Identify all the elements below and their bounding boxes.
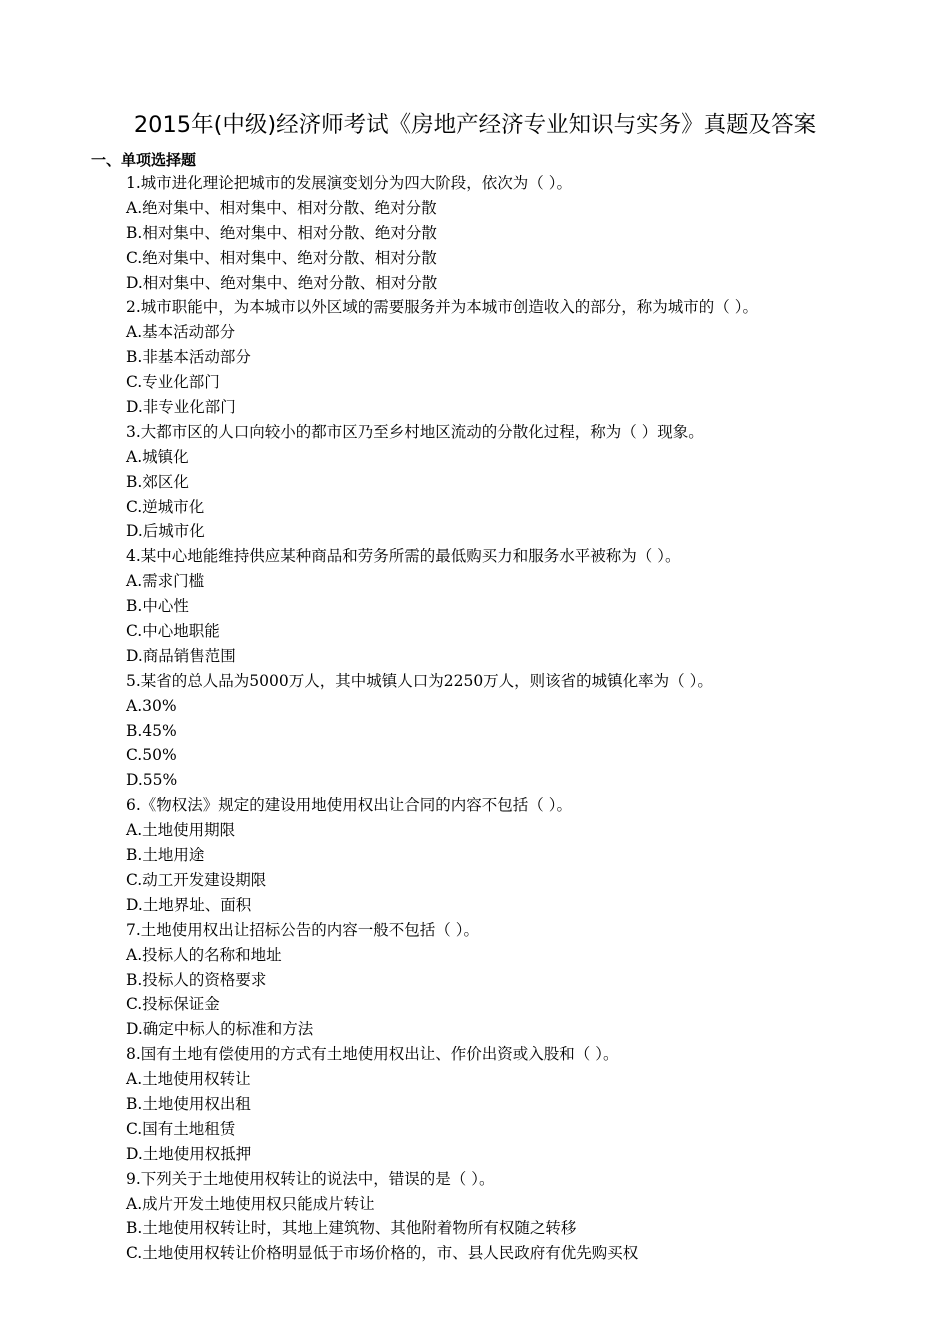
answer-option: A.需求门槛 [126,572,205,591]
answer-option: A.土地使用期限 [126,821,236,840]
answer-option: C.中心地职能 [126,622,220,641]
answer-option: B.相对集中、绝对集中、相对分散、绝对分散 [126,223,437,242]
question-text: 3.大都市区的人口向较小的都市区乃至乡村地区流动的分散化过程，称为（ ）现象。 [126,422,704,441]
answer-option: C.逆城市化 [126,497,205,516]
answer-option: D.后城市化 [126,522,205,541]
answer-option: C.动工开发建设期限 [126,870,267,889]
question-text: 6.《物权法》规定的建设用地使用权出让合同的内容不包括（ ）。 [126,796,572,815]
answer-option: C.国有土地租赁 [126,1119,236,1138]
answer-option: C.绝对集中、相对集中、绝对分散、相对分散 [126,248,437,267]
answer-option: B.土地用途 [126,846,205,865]
question-text: 9.下列关于土地使用权转让的说法中，错误的是（ ）。 [126,1169,495,1188]
answer-option: C.专业化部门 [126,373,220,392]
answer-option: C.土地使用权转让价格明显低于市场价格的，市、县人民政府有优先购买权 [126,1244,639,1263]
answer-option: D.非专业化部门 [126,398,236,417]
answer-option: C.50% [126,746,177,765]
answer-option: B.非基本活动部分 [126,348,251,367]
question-text: 7.土地使用权出让招标公告的内容一般不包括（ ）。 [126,920,479,939]
question-list [126,171,926,1266]
answer-option: C.投标保证金 [126,995,220,1014]
answer-option: A.30% [126,696,177,715]
answer-option: A.成片开发土地使用权只能成片转让 [126,1194,375,1213]
question-text: 1.城市进化理论把城市的发展演变划分为四大阶段，依次为（ ）。 [126,174,572,192]
answer-option: B.中心性 [126,597,189,616]
document-title: 2015年(中级)经济师考试《房地产经济专业知识与实务》真题及答案 [133,112,817,138]
answer-option: D.相对集中、绝对集中、绝对分散、相对分散 [126,273,438,292]
answer-option: D.土地使用权抵押 [126,1144,252,1163]
answer-option: D.土地界址、面积 [126,895,252,914]
answer-option: A.投标人的名称和地址 [126,945,282,964]
answer-option: A.土地使用权转让 [126,1070,251,1089]
answer-option: A.绝对集中、相对集中、相对分散、绝对分散 [126,198,437,217]
answer-option: D.55% [126,771,178,790]
section-heading: 一、单项选择题 [91,151,197,169]
question-text: 4.某中心地能维持供应某种商品和劳务所需的最低购买力和服务水平被称为（ ）。 [126,547,681,566]
answer-option: B.投标人的资格要求 [126,970,267,989]
question-text: 5.某省的总人品为5000万人，其中城镇人口为2250万人，则该省的城镇化率为（ ）。 [126,671,713,690]
question-text: 2.城市职能中，为本城市以外区域的需要服务并为本城市创造收入的部分，称为城市的（ ）。 [126,298,758,317]
answer-option: D.商品销售范围 [126,646,236,665]
answer-option: B.土地使用权出租 [126,1094,251,1113]
question-text: 8.国有土地有偿使用的方式有土地使用权出让、作价出资或入股和（ ）。 [126,1045,619,1064]
answer-option: B.45% [126,721,177,740]
answer-option: B.郊区化 [126,472,189,491]
answer-option: A.基本活动部分 [126,323,236,342]
answer-option: B.土地使用权转让时，其地上建筑物、其他附着物所有权随之转移 [126,1219,577,1238]
answer-option: A.城镇化 [126,447,189,466]
answer-option: D.确定中标人的标准和方法 [126,1020,314,1039]
